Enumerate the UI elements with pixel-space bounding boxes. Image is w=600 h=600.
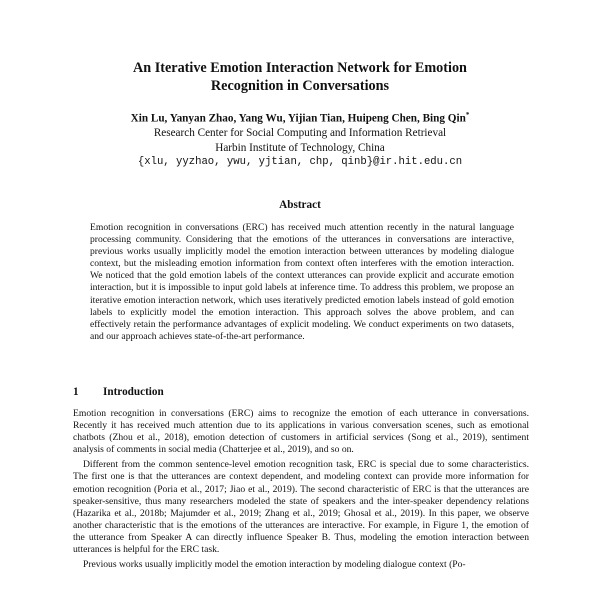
- paper-title: [0, 59, 600, 95]
- paragraph-2: Different from the common sentence-level emotion recognition task, ERC is special due to some characteristics. The first one is that the utterances are context dependent, and modeling context can provide more information for emotion recognition (Poria et al., 2017; Jiao et al., 2019). The second characteristic of ERC is that the utterances are speaker-sensitive, thus many researchers modeled the state of speakers and the inter-speaker dependency relations (Hazarika et al., 2018b; Majumder et al., 2019; Zhang et al., 2019; Ghosal et al., 2019). In this paper, we observe another characteristic that is the emotions of the utterances are interactive. For example, in Figure 1, the emotion of the utterance from Speaker A can directly influence Speaker B. Thus, modeling the emotion interaction between utterances is helpful for the ERC task.: [73, 459, 529, 556]
- paragraph-1: Emotion recognition in conversations (ERC) aims to recognize the emotion of each utterance in conversations. Recently it has received much attention due to its applications in various conversation scenes, such as emotional chatbots (Zhou et al., 2018), emotion detection of customers in artificial services (Song et al., 2019), sentiment analysis of comments in social media (Chatterjee et al., 2019), and so on.: [73, 408, 529, 456]
- abstract-heading: Abstract: [279, 199, 321, 211]
- section-heading: [73, 386, 164, 398]
- corresponding-mark: *: [465, 111, 470, 119]
- introduction-body: [73, 408, 529, 574]
- affiliation-line-1: Research Center for Social Computing and Information Retrieval: [153, 127, 447, 140]
- title-line-1: An Iterative Emotion Interaction Network for Emotion: [133, 60, 467, 76]
- author-email: {xlu, yyzhao, ywu, yjtian, chp, qinb}@ir.hit.edu.cn: [137, 156, 463, 169]
- section-title: Introduction: [103, 386, 164, 398]
- affiliation-line-2: Harbin Institute of Technology, China: [215, 141, 385, 154]
- paragraph-3: Previous works usually implicitly model the emotion interaction by modeling dialogue context (Po-: [83, 559, 466, 571]
- author-block: [0, 108, 600, 170]
- author-names: [0, 108, 600, 126]
- section-number: 1: [73, 386, 79, 398]
- abstract-text: Emotion recognition in conversations (ERC) has received much attention recently in the natural language processing community. Considering that the emotions of the utterances in conversations are interactive, previous works usually implicitly model the emotion interaction between utterances by modeling dialogue context, but the misleading emotion information from context often interferes with the emotion interaction. We noticed that the gold emotion labels of the context utterances can provide explicit and accurate emotion interaction, but it is impossible to input gold labels at inference time. To address this problem, we propose an iterative emotion interaction network, which uses iteratively predicted emotion labels instead of gold emotion labels to explicitly model the emotion interaction. This approach solves the above problem, and can effectively retain the performance advantages of explicit modeling. We conduct experiments on two datasets, and our approach achieves state-of-the-art performance.: [90, 222, 514, 342]
- author-list: Xin Lu, Yanyan Zhao, Yang Wu, Yijian Tian, Huipeng Chen, Bing Qin: [130, 112, 466, 125]
- title-line-2: Recognition in Conversations: [210, 78, 390, 94]
